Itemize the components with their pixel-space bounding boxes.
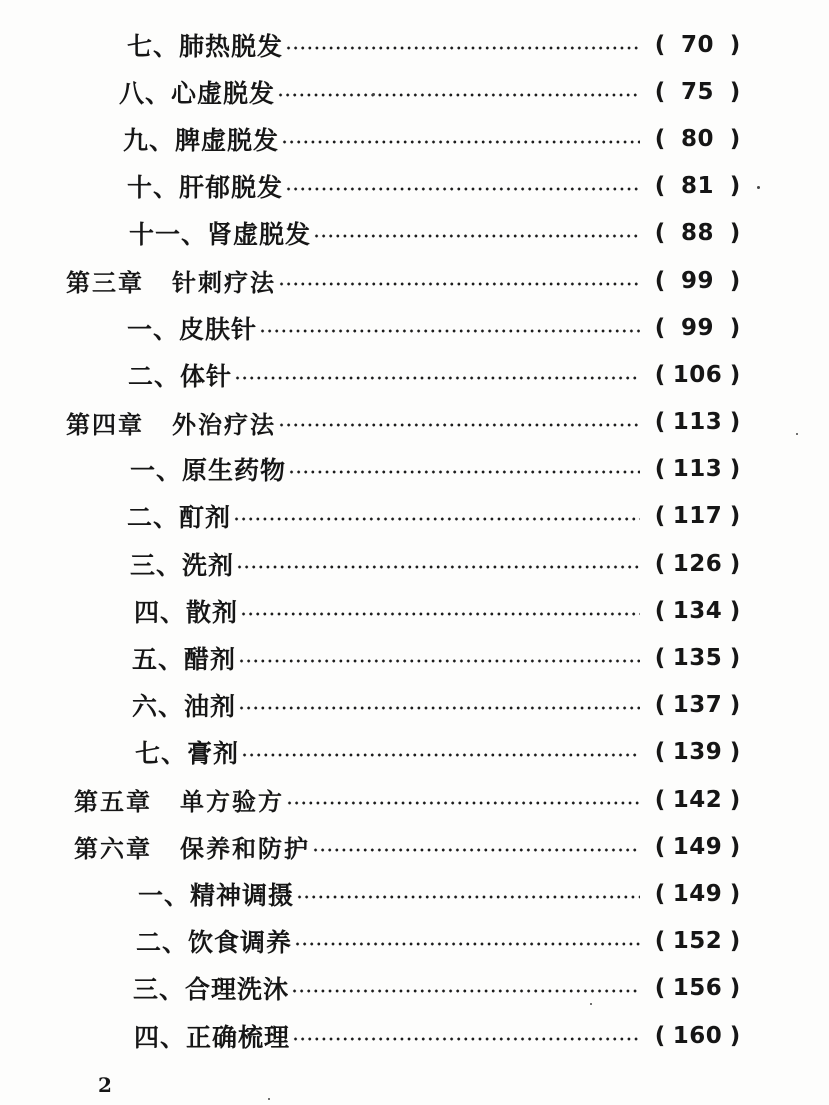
- close-paren: ): [729, 692, 741, 719]
- dot-leader: [312, 848, 640, 852]
- open-paren: (: [654, 456, 666, 483]
- print-speck: [590, 1003, 592, 1005]
- page-number-ref: 113: [672, 409, 723, 436]
- toc-section-row[interactable]: [0, 210, 829, 257]
- open-paren: (: [654, 220, 666, 247]
- page-number: 2: [98, 1073, 112, 1097]
- close-paren: ): [729, 220, 741, 247]
- page-number-ref: 160: [672, 1022, 723, 1049]
- toc-entry-title: [138, 876, 294, 912]
- toc-entry-title: [123, 121, 279, 157]
- open-paren: (: [654, 267, 666, 294]
- toc-section-row[interactable]: [0, 163, 829, 210]
- dot-leader: [281, 140, 640, 144]
- close-paren: ): [729, 1022, 741, 1049]
- close-paren: ): [729, 739, 741, 766]
- toc-section-row[interactable]: [0, 351, 829, 398]
- table-of-contents: [0, 21, 829, 1059]
- page-reference: [650, 551, 745, 577]
- open-paren: (: [654, 1022, 666, 1049]
- print-speck: [757, 186, 760, 189]
- page-number-ref: 142: [672, 786, 723, 813]
- toc-entry-title: [132, 687, 236, 723]
- page-number-ref: 75: [680, 78, 714, 105]
- page-number-ref: 137: [672, 692, 723, 719]
- page-reference: [650, 692, 745, 718]
- entry-title-text: 针刺疗法: [172, 269, 276, 298]
- toc-section-row[interactable]: [0, 540, 829, 587]
- page-reference: [650, 787, 745, 813]
- toc-entry-title: [130, 546, 234, 582]
- toc-entry-title: [132, 640, 236, 676]
- open-paren: (: [654, 786, 666, 813]
- entry-title-text: 二、酊剂: [127, 503, 232, 533]
- open-paren: (: [654, 739, 666, 766]
- entry-title-text: 五、醋剂: [132, 645, 237, 675]
- page-reference: [650, 362, 745, 388]
- print-speck: [796, 433, 798, 435]
- close-paren: ): [729, 503, 741, 530]
- dot-leader: [233, 517, 640, 521]
- toc-section-row[interactable]: [0, 115, 829, 162]
- close-paren: ): [729, 880, 741, 907]
- toc-chapter-row[interactable]: [0, 776, 829, 823]
- page-number-ref: 113: [672, 456, 723, 483]
- open-paren: (: [654, 928, 666, 955]
- toc-entry-title: [74, 782, 284, 817]
- dot-leader: [234, 376, 640, 380]
- entry-title-text: 单方验方: [180, 788, 284, 817]
- close-paren: ): [729, 786, 741, 813]
- page-reference: [650, 1023, 745, 1049]
- page-reference: [650, 834, 745, 860]
- dot-leader: [241, 753, 640, 757]
- entry-title-text: 一、皮肤针: [127, 314, 258, 344]
- toc-section-row[interactable]: [0, 493, 829, 540]
- entry-title-text: 十、肝郁脱发: [127, 173, 284, 203]
- page-reference: [650, 126, 745, 152]
- dot-leader: [285, 187, 640, 191]
- dot-leader: [296, 895, 640, 899]
- page-reference: [650, 975, 745, 1001]
- page-number-ref: 139: [672, 739, 723, 766]
- page-number-ref: 135: [672, 645, 723, 672]
- chapter-number: 第四章: [66, 410, 144, 439]
- close-paren: ): [729, 928, 741, 955]
- page-reference: [650, 268, 745, 294]
- open-paren: (: [654, 645, 666, 672]
- toc-entry-title: [133, 970, 289, 1006]
- toc-entry-title: [134, 1018, 290, 1054]
- page-reference: [650, 881, 745, 907]
- page-number-ref: 88: [680, 220, 714, 247]
- toc-chapter-row[interactable]: [0, 257, 829, 304]
- entry-title-text: 八、心虚脱发: [119, 78, 276, 108]
- page-number-ref: 106: [672, 361, 723, 388]
- open-paren: (: [654, 503, 666, 530]
- toc-entry-title: [135, 734, 239, 770]
- print-speck: [372, 93, 375, 96]
- entry-title-text: 外治疗法: [172, 410, 276, 439]
- toc-entry-title: [134, 593, 238, 629]
- page-reference: [650, 79, 745, 105]
- open-paren: (: [654, 550, 666, 577]
- page-reference: [650, 220, 745, 246]
- dot-leader: [238, 659, 640, 663]
- entry-title-text: 三、合理洗沐: [133, 975, 290, 1005]
- toc-section-row[interactable]: [0, 965, 829, 1012]
- page-number-ref: 99: [680, 267, 714, 294]
- open-paren: (: [654, 409, 666, 436]
- dot-leader: [286, 801, 640, 805]
- toc-entry-title: [66, 263, 276, 298]
- toc-entry-title: [127, 168, 283, 204]
- toc-section-row[interactable]: [0, 587, 829, 634]
- toc-section-row[interactable]: [0, 918, 829, 965]
- entry-title-text: 九、脾虚脱发: [123, 125, 280, 155]
- dot-leader: [238, 706, 640, 710]
- toc-section-row[interactable]: [0, 21, 829, 68]
- chapter-number: 第五章: [74, 788, 152, 817]
- toc-entry-title: [74, 829, 310, 864]
- close-paren: ): [729, 550, 741, 577]
- dot-leader: [285, 46, 640, 50]
- close-paren: ): [729, 125, 741, 152]
- close-paren: ): [729, 833, 741, 860]
- page-reference: [650, 173, 745, 199]
- toc-entry-title: [129, 215, 311, 251]
- page-number-ref: 80: [680, 125, 714, 152]
- page-reference: [650, 645, 745, 671]
- dot-leader: [236, 565, 640, 569]
- close-paren: ): [729, 361, 741, 388]
- toc-entry-title: [127, 27, 283, 63]
- toc-section-row[interactable]: [0, 729, 829, 776]
- entry-title-text: 七、膏剂: [135, 739, 240, 769]
- open-paren: (: [654, 692, 666, 719]
- toc-section-row[interactable]: [0, 634, 829, 681]
- toc-chapter-row[interactable]: [0, 399, 829, 446]
- page-number-ref: 81: [680, 173, 714, 200]
- close-paren: ): [729, 173, 741, 200]
- open-paren: (: [654, 31, 666, 58]
- page-reference: [650, 503, 745, 529]
- page-reference: [650, 598, 745, 624]
- toc-section-row[interactable]: [0, 304, 829, 351]
- page-number-ref: 126: [672, 550, 723, 577]
- print-speck: [268, 1098, 270, 1100]
- dot-leader: [313, 234, 640, 238]
- open-paren: (: [654, 314, 666, 341]
- page-reference: [650, 32, 745, 58]
- page-number-ref: 149: [672, 880, 723, 907]
- page-reference: [650, 315, 745, 341]
- page-reference: [650, 739, 745, 765]
- entry-title-text: 四、散剂: [134, 597, 239, 627]
- toc-entry-title: [119, 74, 275, 110]
- toc-entry-title: [127, 498, 231, 534]
- entry-title-text: 六、油剂: [132, 692, 237, 722]
- dot-leader: [240, 612, 640, 616]
- open-paren: (: [654, 833, 666, 860]
- open-paren: (: [654, 597, 666, 624]
- open-paren: (: [654, 975, 666, 1002]
- toc-entry-title: [130, 451, 286, 487]
- chapter-number: 第六章: [74, 835, 152, 864]
- open-paren: (: [654, 173, 666, 200]
- toc-section-row[interactable]: [0, 870, 829, 917]
- close-paren: ): [729, 409, 741, 436]
- page-number-ref: 70: [680, 31, 714, 58]
- dot-leader: [259, 329, 640, 333]
- entry-title-text: 三、洗剂: [130, 550, 235, 580]
- entry-title-text: 保养和防护: [180, 835, 310, 864]
- page-reference: [650, 409, 745, 435]
- entry-title-text: 二、饮食调养: [136, 928, 293, 958]
- toc-entry-title: [128, 357, 232, 393]
- entry-title-text: 一、原生药物: [130, 456, 287, 486]
- entry-title-text: 四、正确梳理: [134, 1022, 291, 1052]
- close-paren: ): [729, 645, 741, 672]
- page-number-ref: 134: [672, 597, 723, 624]
- close-paren: ): [729, 456, 741, 483]
- close-paren: ): [729, 78, 741, 105]
- toc-section-row[interactable]: [0, 446, 829, 493]
- toc-entry-title: [127, 310, 257, 346]
- dot-leader: [288, 470, 640, 474]
- entry-title-text: 二、体针: [128, 361, 233, 391]
- page-number-ref: 99: [680, 314, 714, 341]
- open-paren: (: [654, 361, 666, 388]
- dot-leader: [292, 1037, 640, 1041]
- toc-section-row[interactable]: [0, 1012, 829, 1059]
- toc-entry-title: [136, 923, 292, 959]
- entry-title-text: 七、肺热脱发: [127, 31, 284, 61]
- close-paren: ): [729, 597, 741, 624]
- page-number-ref: 152: [672, 928, 723, 955]
- chapter-number: 第三章: [66, 269, 144, 298]
- page-number-ref: 156: [672, 975, 723, 1002]
- toc-entry-title: [66, 405, 276, 440]
- toc-section-row[interactable]: [0, 682, 829, 729]
- page-reference: [650, 928, 745, 954]
- entry-title-text: 一、精神调摄: [138, 880, 295, 910]
- open-paren: (: [654, 125, 666, 152]
- toc-chapter-row[interactable]: [0, 823, 829, 870]
- close-paren: ): [729, 31, 741, 58]
- open-paren: (: [654, 880, 666, 907]
- dot-leader: [294, 942, 640, 946]
- close-paren: ): [729, 975, 741, 1002]
- dot-leader: [291, 989, 640, 993]
- dot-leader: [278, 282, 640, 286]
- page-number-ref: 149: [672, 833, 723, 860]
- dot-leader: [278, 423, 640, 427]
- page-number-ref: 117: [672, 503, 723, 530]
- entry-title-text: 十一、肾虚脱发: [129, 220, 312, 250]
- open-paren: (: [654, 78, 666, 105]
- dot-leader: [277, 93, 640, 97]
- toc-section-row[interactable]: [0, 68, 829, 115]
- close-paren: ): [729, 267, 741, 294]
- page-reference: [650, 456, 745, 482]
- close-paren: ): [729, 314, 741, 341]
